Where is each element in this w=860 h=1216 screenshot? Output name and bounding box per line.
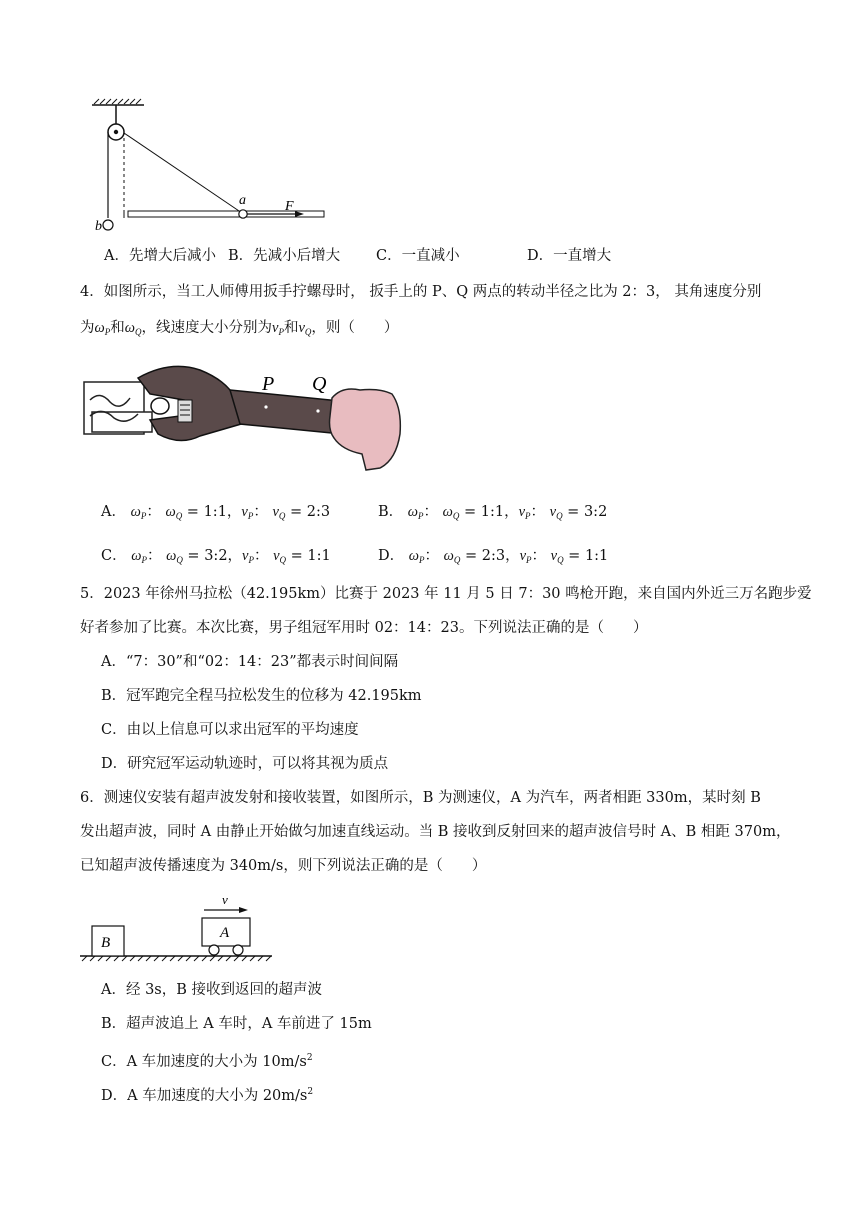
label-P: P bbox=[262, 373, 275, 395]
q4-option-c[interactable]: C． $\omega_P$： $\omega_Q$ = 3:2，$v_P$： $v_Q$ = 1:1 bbox=[101, 548, 331, 565]
q6-option-a[interactable]: A．经 3s，B 接收到返回的超声波 bbox=[101, 982, 323, 998]
q3-option-c[interactable]: C．一直减小 bbox=[376, 248, 460, 264]
q5-stem-line1: 5．2023 年徐州马拉松（42.195km）比赛于 2023 年 11 月 5 日 7：30 鸣枪开跑，来自国内外近三万名跑步爱 bbox=[80, 586, 812, 602]
q5-option-b[interactable]: B．冠军跑完全程马拉松发生的位移为 42.195km bbox=[101, 688, 422, 704]
label-b: b bbox=[95, 219, 102, 234]
q4-option-d[interactable]: D． $\omega_P$： $\omega_Q$ = 2:3，$v_P$： $v_Q$ = 1:1 bbox=[378, 548, 609, 565]
label-B: B bbox=[101, 935, 111, 951]
q3-option-d[interactable]: D．一直增大 bbox=[527, 248, 612, 264]
q6-stem-line1: 6．测速仪安装有超声波发射和接收装置，如图所示，B 为测速仪，A 为汽车，两者相距 330m，某时刻 B bbox=[80, 790, 761, 806]
q6-stem-line3: 已知超声波传播速度为 340m/s，则下列说法正确的是（ ） bbox=[80, 858, 487, 874]
q4-option-a[interactable]: A． $\omega_P$： $\omega_Q$ = 1:1，$v_P$： $v_Q$ = 2:3 bbox=[101, 504, 331, 521]
q6-option-b[interactable]: B．超声波追上 A 车时，A 车前进了 15m bbox=[101, 1016, 372, 1032]
label-A: A bbox=[220, 925, 230, 941]
q6-stem-line2: 发出超声波，同时 A 由静止开始做匀加速直线运动。当 B 接收到反射回来的超声波信号时 A、B 相距 370m， bbox=[80, 824, 791, 840]
q3-option-b[interactable]: B．先减小后增大 bbox=[228, 248, 341, 264]
q6-option-d[interactable]: D．A 车加速度的大小为 $20m/s^2$ bbox=[101, 1087, 314, 1104]
label-a: a bbox=[239, 193, 246, 208]
pulley-rod-figure bbox=[84, 98, 334, 238]
q5-option-d[interactable]: D．研究冠军运动轨迹时，可以将其视为质点 bbox=[101, 756, 389, 772]
label-v: v bbox=[222, 892, 228, 907]
q4-option-b[interactable]: B． $\omega_P$： $\omega_Q$ = 1:1，$v_P$： $v_Q$ = 3:2 bbox=[378, 504, 608, 521]
label-Q: Q bbox=[312, 373, 327, 395]
label-F: F bbox=[285, 199, 294, 214]
q5-option-c[interactable]: C．由以上信息可以求出冠军的平均速度 bbox=[101, 722, 359, 738]
q4-stem-line2: 为$\omega_P$和$\omega_Q$，线速度大小分别为$v_P$和$v_Q$，则（ ） bbox=[80, 320, 399, 337]
q4-stem-line1: 4．如图所示，当工人师傅用扳手拧螺母时， 扳手上的 P、Q 两点的转动半径之比为 2：3， 其角速度分别 bbox=[80, 284, 762, 300]
q6-option-c[interactable]: C．A 车加速度的大小为 $10m/s^2$ bbox=[101, 1053, 313, 1070]
q5-option-a[interactable]: A．“7：30”和“02：14：23”都表示时间间隔 bbox=[101, 654, 399, 670]
q5-stem-line2: 好者参加了比赛。本次比赛，男子组冠军用时 02：14：23。下列说法正确的是（ ） bbox=[80, 620, 648, 636]
q3-option-a[interactable]: A．先增大后减小 bbox=[104, 248, 216, 264]
wrench-figure bbox=[80, 360, 410, 480]
speed-meter-figure bbox=[76, 890, 276, 970]
